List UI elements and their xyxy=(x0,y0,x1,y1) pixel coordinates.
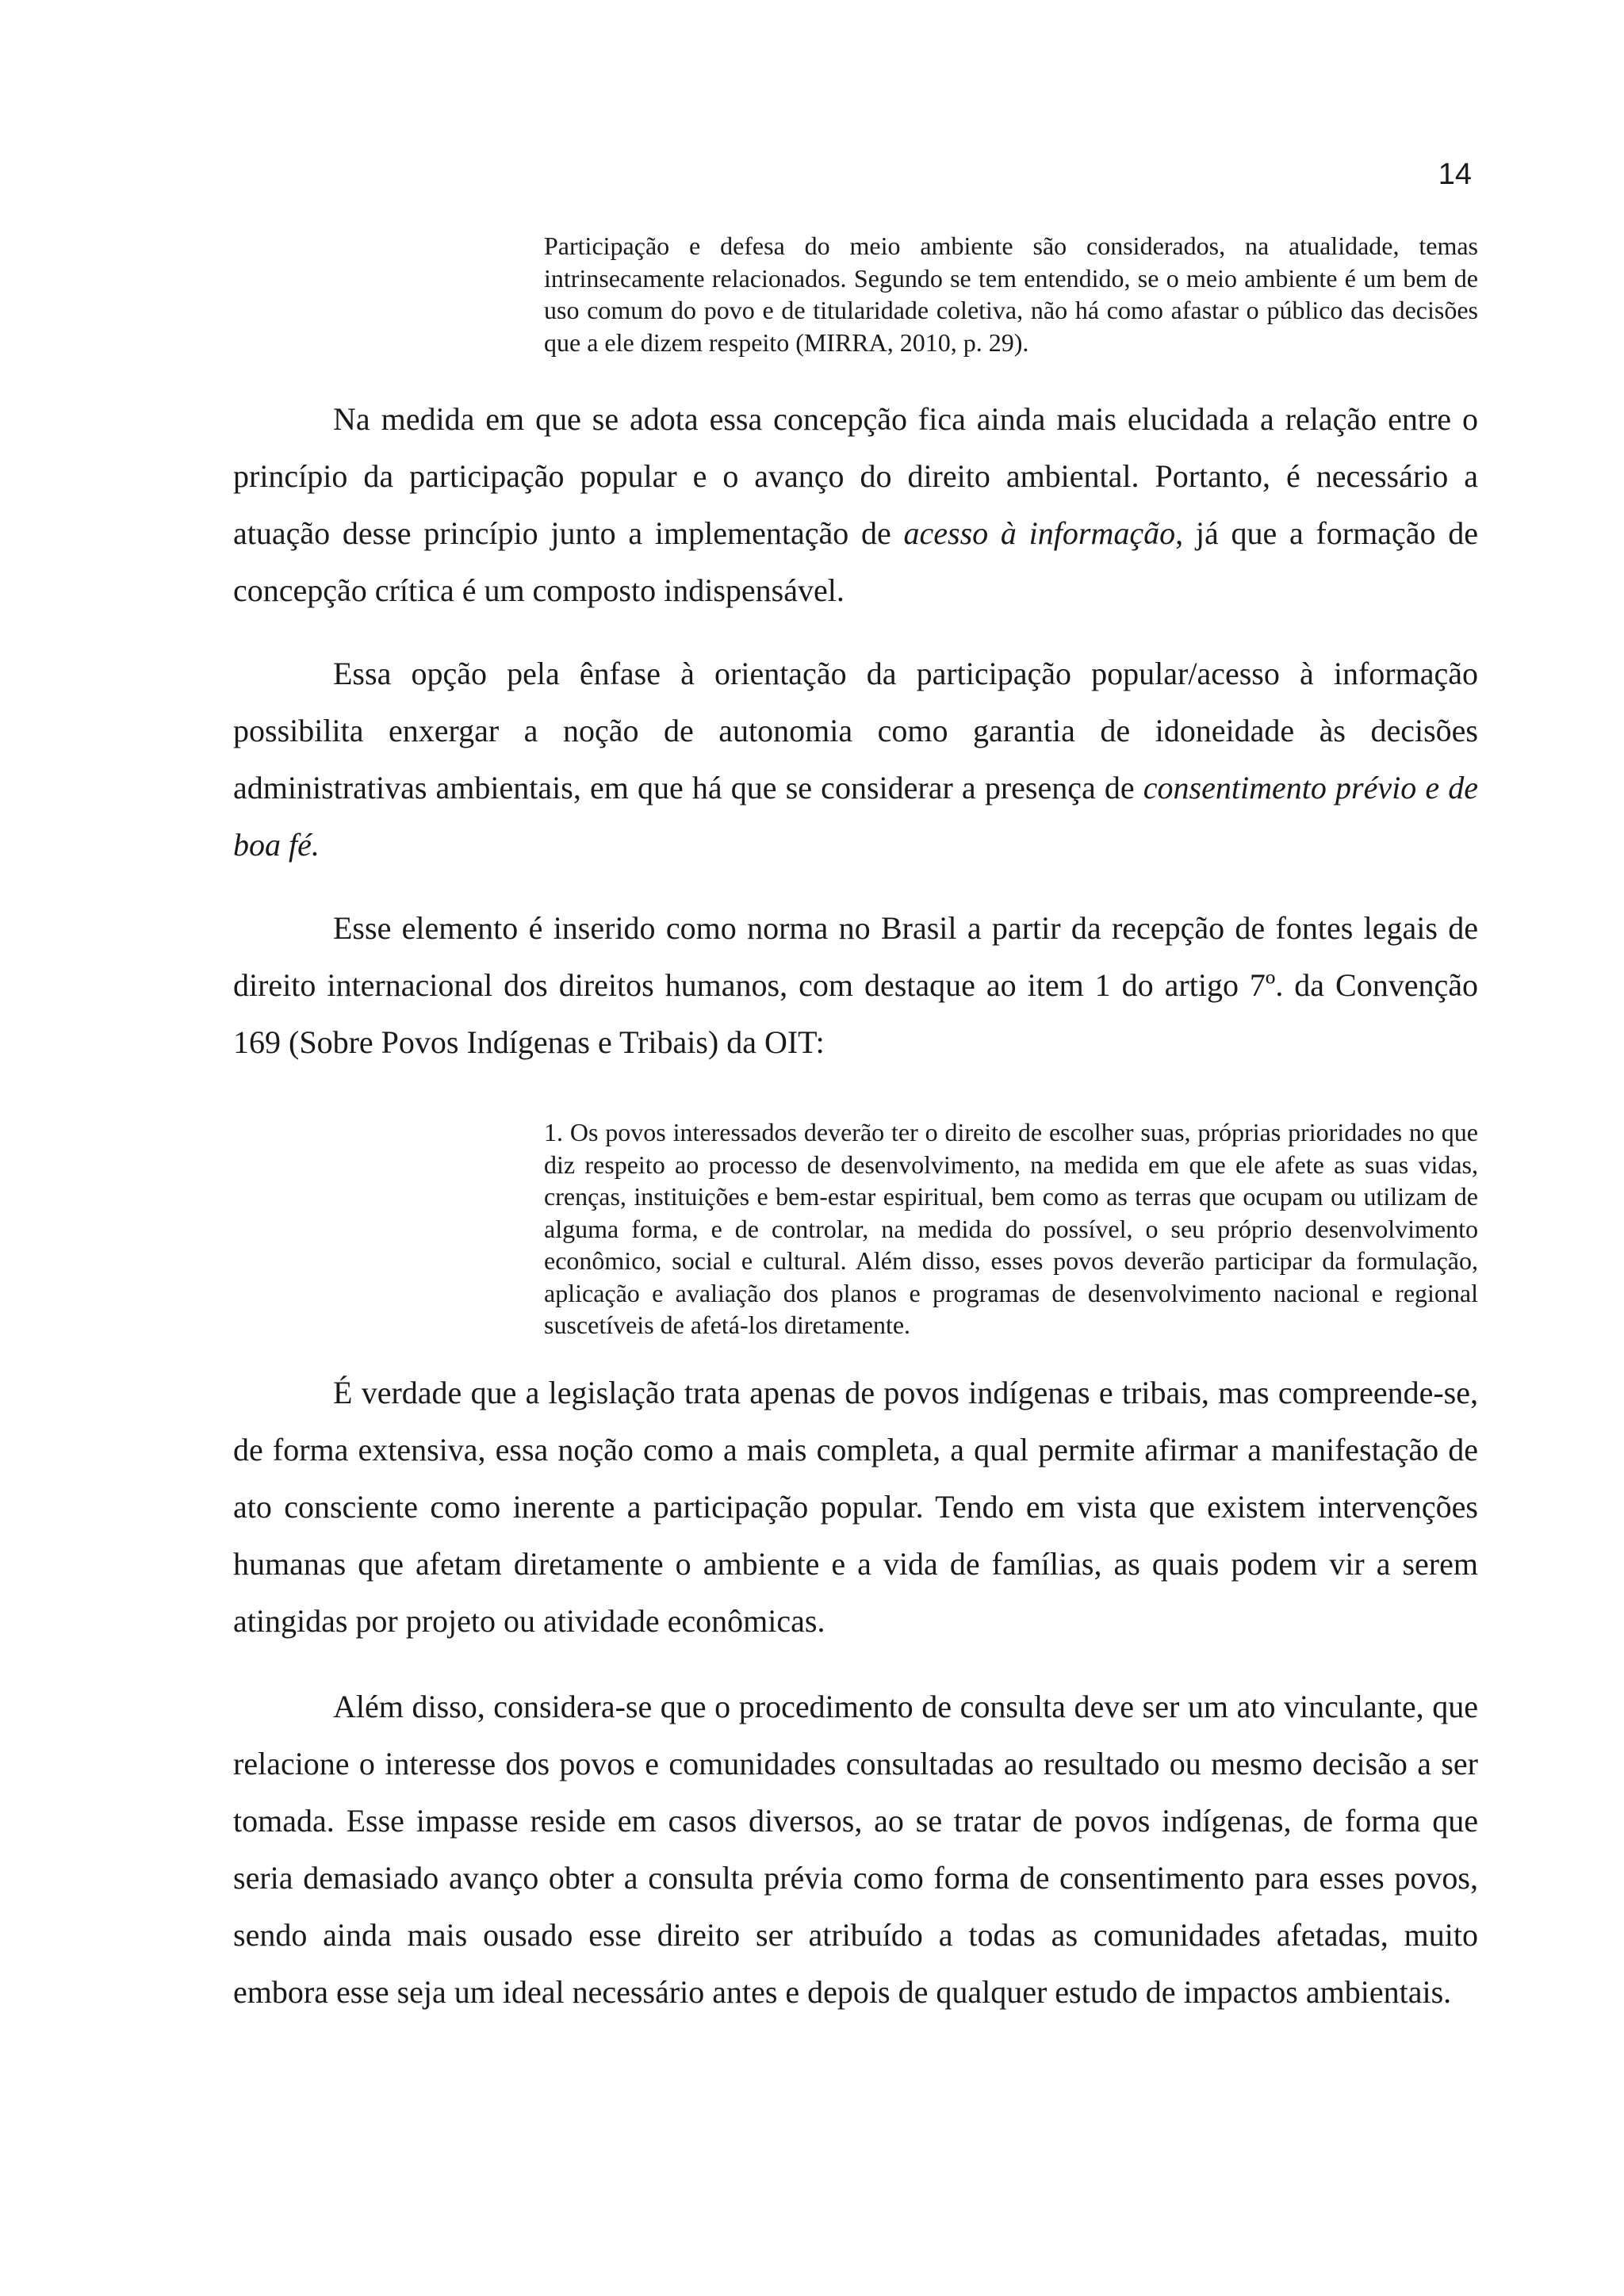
page-number: 14 xyxy=(1438,158,1472,191)
paragraph-text: , já que a formação de concepção crítica é um composto indispensável. xyxy=(233,515,1478,608)
paragraph-participation-principle xyxy=(233,391,1478,619)
paragraph-text: Essa opção pela ênfase à orientação da participação popular/acesso à informação possibilita enxergar a noção de autonomia como garantia de idoneidade às decisões administrativas ambientais, em que há que se considerar a presença de xyxy=(233,656,1478,806)
paragraph-autonomy xyxy=(233,645,1478,874)
paragraph-legislation-scope: É verdade que a legislação trata apenas de povos indígenas e tribais, mas compreende-se, de forma extensiva, essa noção como a mais completa, a qual permite afirmar a manifestação de ato consciente como inerente a participação popular. Tendo em vista que existem intervenções humanas que afetam diretamente o ambiente e a vida de famílias, as quais podem vir a serem atingidas por projeto ou atividade econômicas. xyxy=(233,1375,1478,1639)
paragraph-text: Na medida em que se adota essa concepção fica ainda mais elucidada a relação entre o princípio da participação popular e o avanço do direito ambiental. Portanto, é necessário a atuação desse princípio junto a implementação de xyxy=(233,401,1478,551)
paragraph-consultation-procedure: Além disso, considera-se que o procedimento de consulta deve ser um ato vinculante, que relacione o interesse dos povos e comunidades consultadas ao resultado ou mesmo decisão a ser tomada. Esse impasse reside em casos diversos, ao se tratar de povos indígenas, de forma que seria demasiado avanço obter a consulta prévia como forma de consentimento para esses povos, sendo ainda mais ousado esse direito ser atribuído a todas as comunidades afetadas, muito embora esse seja um ideal necessário antes e depois de qualquer estudo de impactos ambientais. xyxy=(233,1689,1478,2010)
emphasis-prior-consent: consentimento prévio e de boa fé. xyxy=(233,770,1479,863)
block-quote-mirra: Participação e defesa do meio ambiente são considerados, na atualidade, temas intrinsecamente relacionados. Segundo se tem entendido, se o meio ambiente é um bem de uso comum do povo e de titularidade coletiva, não há como afastar o público das decisões que a ele dizem respeito (MIRRA, 2010, p. 29). xyxy=(544,232,1478,357)
block-quote-oit-article: 1. Os povos interessados deverão ter o direito de escolher suas, próprias prioridades no que diz respeito ao processo de desenvolvimento, na medida em que ele afete as suas vidas, crenças, instituições e bem-estar espiritual, bem como as terras que ocupam ou utilizam de alguma forma, e de controlar, na medida do possível, o seu próprio desenvolvimento econômico, social e cultural. Além disso, esses povos deverão participar da formulação, aplicação e avaliação dos planos e programas de desenvolvimento nacional e regional suscetíveis de afetá-los diretamente. xyxy=(544,1118,1478,1339)
paragraph-oit-convention: Esse elemento é inserido como norma no Brasil a partir da recepção de fontes legais de direito internacional dos direitos humanos, com destaque ao item 1 do artigo 7º. da Convenção 169 (Sobre Povos Indígenas e Tribais) da OIT: xyxy=(233,910,1478,1060)
emphasis-access-to-information: acesso à informação xyxy=(903,515,1176,551)
